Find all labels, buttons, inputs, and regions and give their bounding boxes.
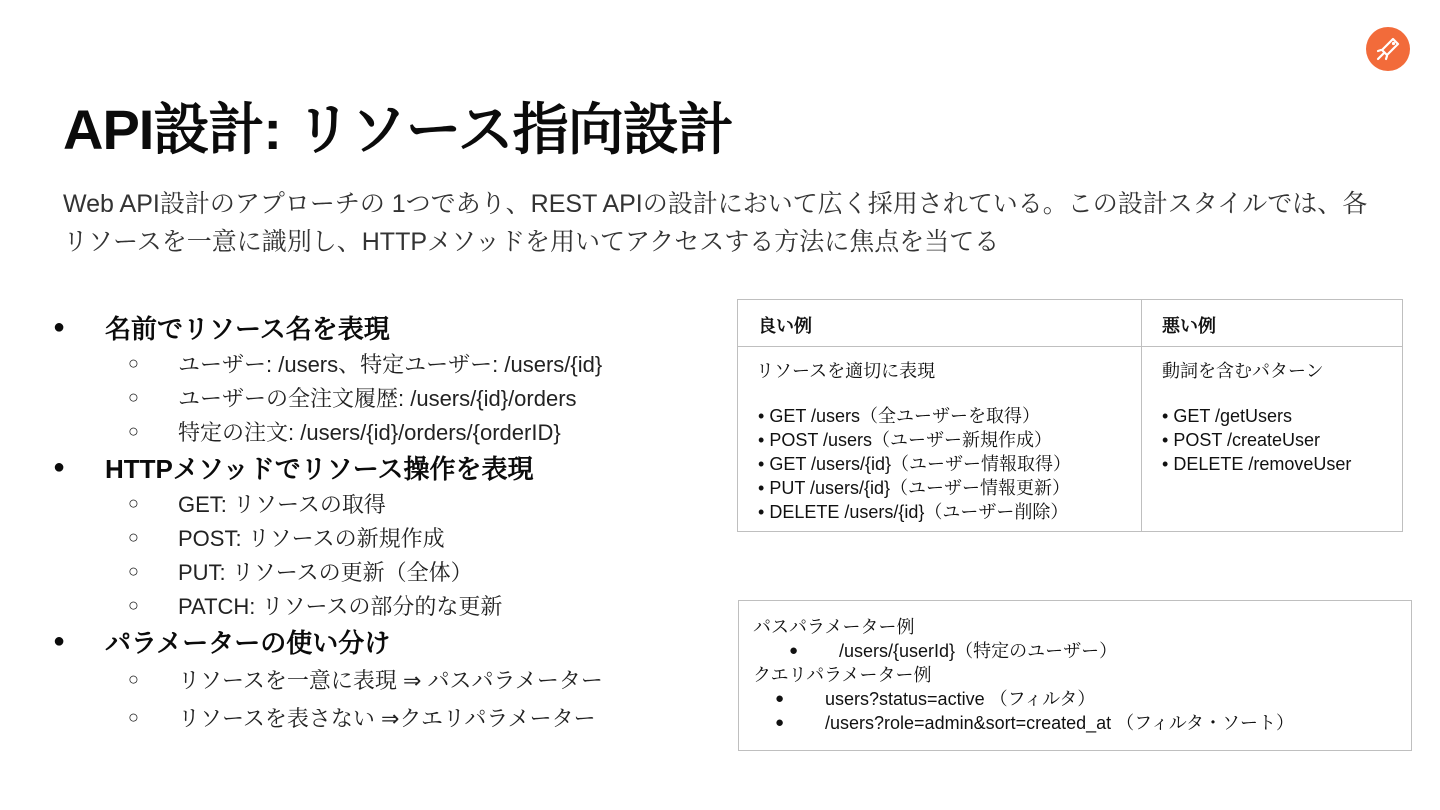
intro-paragraph: Web API設計のアプローチの 1つであり、REST APIの設計において広く採用されている。この設計スタイルでは、各リソースを一意に識別し、HTTPメソッドを用いてアクセスする方法に焦点を当てる	[63, 190, 1368, 256]
list-item-text: POST /createUser	[1173, 430, 1321, 450]
list-item-text: GET /users（全ユーザーを取得）	[769, 406, 1041, 426]
list-item-text: users?status=active （フィルタ）	[825, 689, 1096, 709]
small-bullet: •	[1162, 454, 1169, 474]
list-item	[1162, 452, 1351, 476]
list-item-text: DELETE /removeUser	[1173, 454, 1352, 474]
list-item	[50, 698, 690, 736]
list-item-text: POST: リソースの新規作成	[178, 525, 445, 551]
section-heading	[50, 448, 690, 486]
bad-example-description: 動詞を含むパターン	[1162, 361, 1324, 381]
sub-bullet: ○	[128, 352, 139, 373]
sub-bullet: ○	[128, 492, 139, 513]
comparison-table	[737, 299, 1403, 532]
sub-bullet: ○	[128, 526, 139, 547]
list-item-text: GET /getUsers	[1173, 406, 1293, 426]
outline-list	[50, 308, 690, 736]
bullet: ●	[53, 315, 66, 338]
list-item-text: ユーザー: /users、特定ユーザー: /users/{id}	[178, 351, 603, 377]
good-example-header: 良い例	[758, 316, 812, 336]
good-example-list	[758, 404, 1071, 524]
section-heading-label: HTTPメソッドでリソース操作を表現	[105, 453, 534, 484]
list-item	[1162, 404, 1351, 428]
list-item-text: リソースを一意に表現 ⇒ パスパラメーター	[178, 667, 603, 693]
small-bullet: •	[758, 406, 765, 426]
good-example-description: リソースを適切に表現	[756, 361, 936, 381]
list-item	[758, 452, 1071, 476]
list-item-text: リソースを表さない ⇒クエリパラメーター	[178, 705, 596, 731]
list-item	[50, 660, 690, 698]
small-bullet: •	[1162, 430, 1169, 450]
sub-bullet: ○	[128, 386, 139, 407]
list-item	[753, 639, 1411, 663]
list-item	[50, 588, 690, 622]
small-bullet: •	[758, 430, 765, 450]
list-item-text: PUT /users/{id}（ユーザー情報更新）	[769, 478, 1071, 498]
list-item-text: GET: リソースの取得	[178, 491, 386, 517]
list-item-text: DELETE /users/{id}（ユーザー削除）	[769, 502, 1069, 522]
list-item-text: GET /users/{id}（ユーザー情報取得）	[769, 454, 1072, 474]
bullet: ●	[789, 642, 799, 659]
sub-bullet: ○	[128, 668, 139, 689]
list-item	[1162, 428, 1351, 452]
list-item	[758, 500, 1071, 524]
list-item-text: PUT: リソースの更新（全体）	[178, 559, 473, 585]
table-row-divider	[738, 346, 1402, 347]
sub-bullet: ○	[128, 420, 139, 441]
list-item	[50, 486, 690, 520]
sub-bullet: ○	[128, 560, 139, 581]
path-param-title: パスパラメーター例	[753, 617, 915, 637]
section-heading-label: パラメーターの使い分け	[105, 627, 391, 658]
small-bullet: •	[758, 454, 765, 474]
sub-bullet: ○	[128, 706, 139, 727]
section-heading-label: 名前でリソース名を表現	[105, 313, 390, 344]
small-bullet: •	[1162, 406, 1169, 426]
list-item	[753, 711, 1411, 735]
query-param-title: クエリパラメーター例	[753, 665, 932, 685]
list-item	[758, 428, 1071, 452]
bad-example-list	[1162, 404, 1351, 476]
section-heading	[50, 622, 690, 660]
bullet: ●	[53, 629, 66, 652]
bullet: ●	[53, 455, 66, 478]
table-column-divider	[1141, 300, 1142, 531]
rocket-logo-icon	[1366, 27, 1410, 71]
list-item-text: /users?role=admin&sort=created_at （フィルタ・ソート）	[825, 713, 1295, 733]
bad-example-header: 悪い例	[1162, 316, 1216, 336]
list-item-text: POST /users（ユーザー新規作成）	[769, 430, 1053, 450]
list-item-text: /users/{userId}（特定のユーザー）	[839, 641, 1118, 661]
list-item	[50, 520, 690, 554]
list-item	[50, 346, 690, 380]
list-item	[758, 476, 1071, 500]
sub-bullet: ○	[128, 594, 139, 615]
list-item	[753, 687, 1411, 711]
list-item	[758, 404, 1071, 428]
list-item-text: ユーザーの全注文履歴: /users/{id}/orders	[178, 385, 577, 411]
section-heading	[50, 308, 690, 346]
small-bullet: •	[758, 502, 765, 522]
parameter-examples-box	[738, 600, 1412, 751]
list-item-text: PATCH: リソースの部分的な更新	[178, 593, 503, 619]
small-bullet: •	[758, 478, 765, 498]
list-item	[50, 414, 690, 448]
page-title: API設計: リソース指向設計	[63, 98, 733, 161]
bullet: ●	[775, 714, 785, 731]
list-item-text: 特定の注文: /users/{id}/orders/{orderID}	[178, 419, 561, 445]
list-item	[50, 554, 690, 588]
list-item	[50, 380, 690, 414]
bullet: ●	[775, 690, 785, 707]
